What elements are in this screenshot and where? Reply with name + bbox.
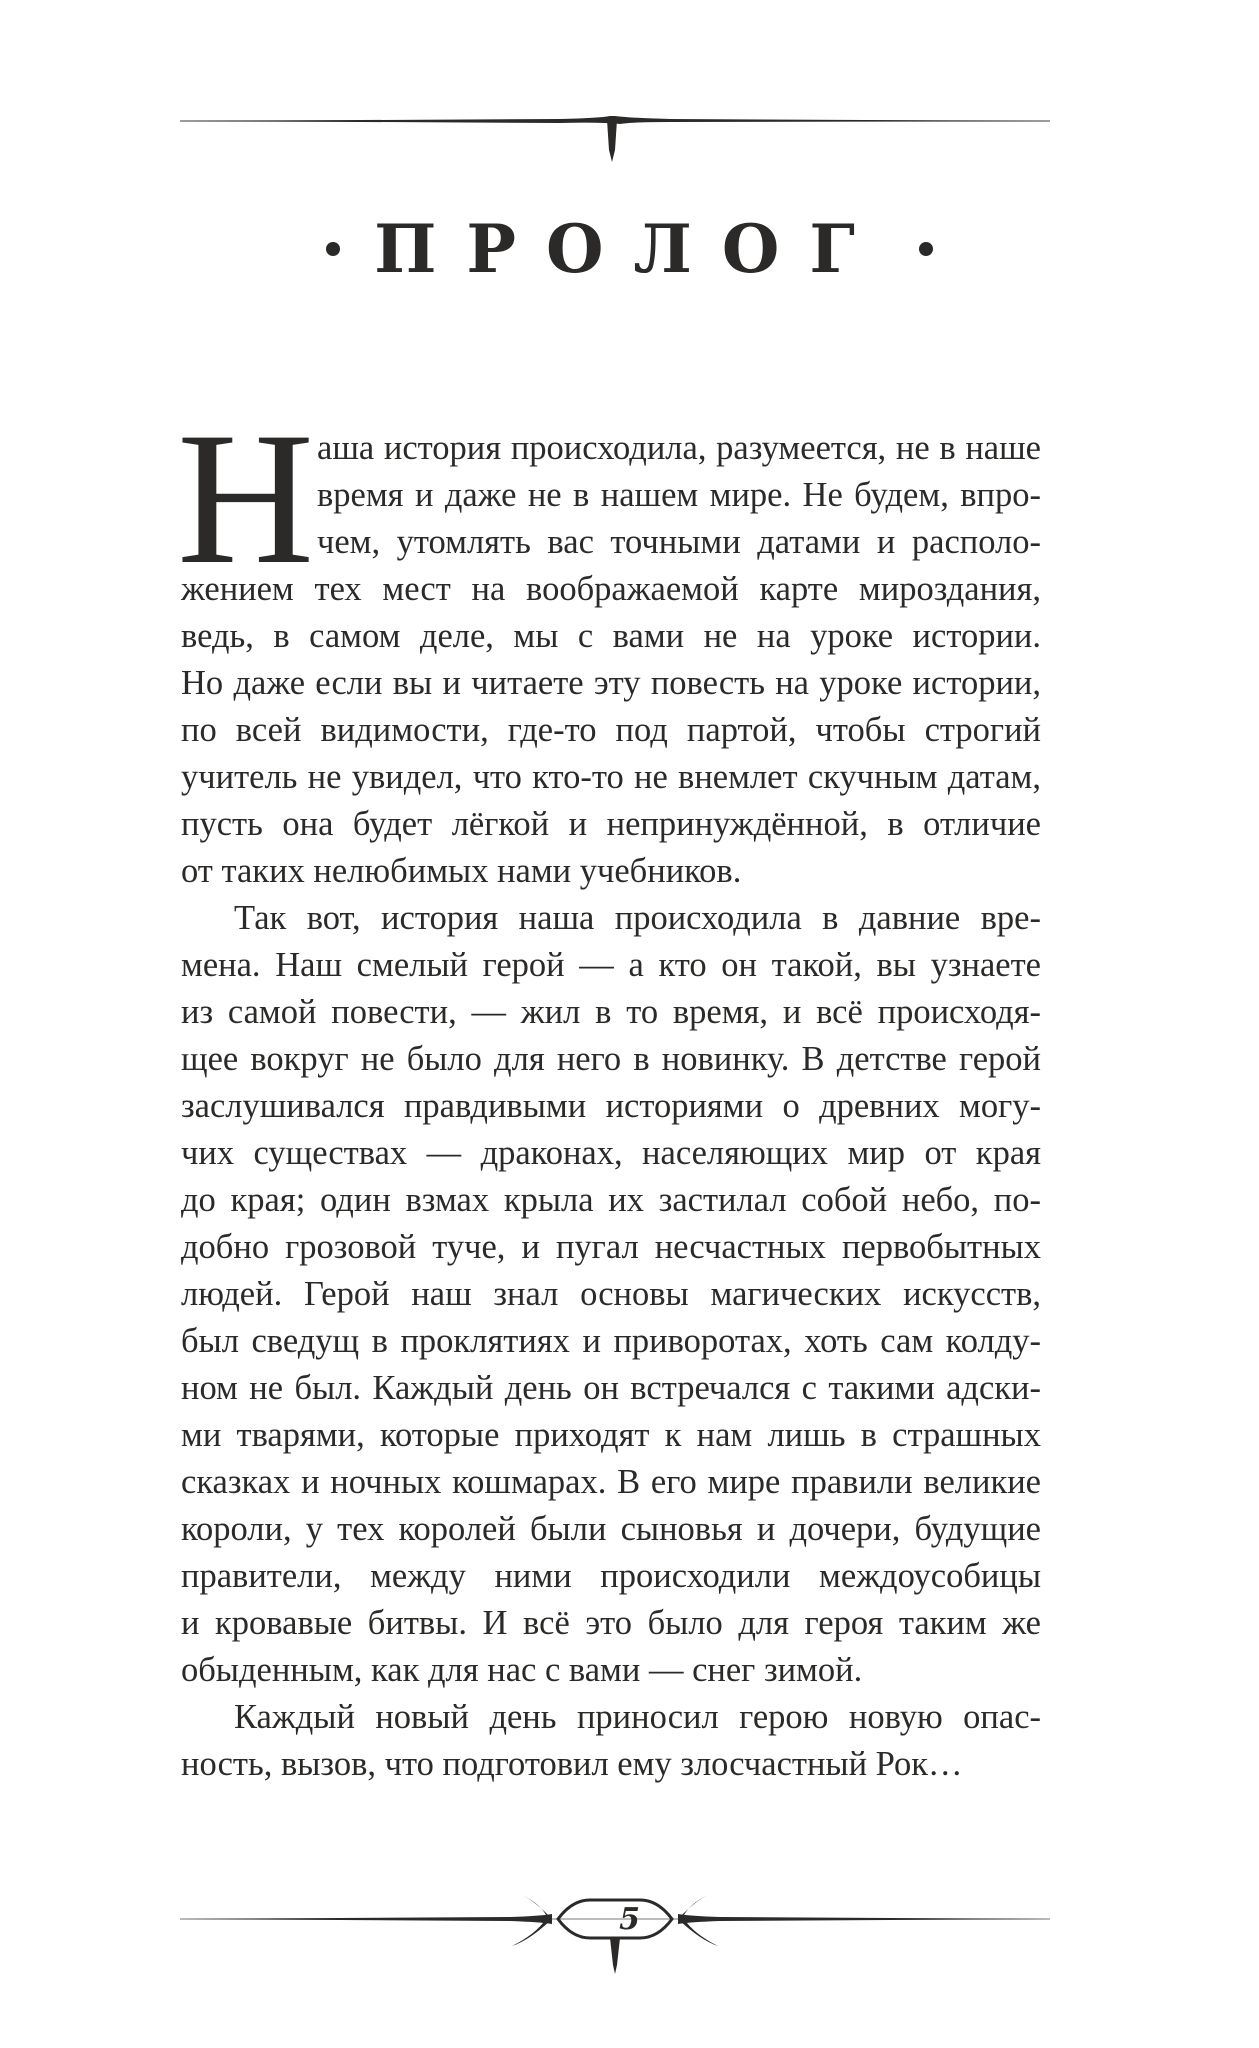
text-line: из самой повести, — жил в то время, и всё происходя- — [181, 993, 1041, 1031]
text-line: и кровавые битвы. И всё это было для героя таким же — [181, 1604, 1041, 1642]
text-line: ном не был. Каждый день он встречался с такими адски- — [181, 1369, 1041, 1407]
text-line: был сведущ в проклятиях и приворотах, хоть сам колду- — [181, 1322, 1041, 1360]
text-line: пусть она будет лёгкой и непринуждённой, в отличие — [181, 805, 1041, 843]
text-line: мена. Наш смелый герой — а кто он такой, вы узнаете — [181, 946, 1041, 984]
chapter-title — [0, 210, 1259, 288]
text-line: до края; один взмах крыла их застилал собой небо, по- — [181, 1181, 1041, 1219]
text-line: короли, у тех королей были сыновья и дочери, будущие — [181, 1510, 1041, 1548]
text-line: по всей видимости, где-то под партой, чтобы строгий — [181, 711, 1041, 749]
text-line: обыденным, как для нас с вами — снег зимой. — [181, 1651, 863, 1689]
text-line: сказках и ночных кошмарах. В его мире правили великие — [181, 1463, 1041, 1501]
body-text — [177, 394, 1041, 1788]
text-line: добно грозовой туче, и пугал несчастных первобытных — [181, 1228, 1041, 1266]
text-line: заслушивался правдивыми историями о древних могу- — [181, 1087, 1041, 1125]
text-line: ведь, в самом деле, мы с вами не на уроке истории. — [181, 617, 1041, 655]
text-line: жением тех мест на воображаемой карте мироздания, — [181, 570, 1041, 608]
text-line: правители, между ними происходили междоусобицы — [181, 1557, 1041, 1595]
text-line: людей. Герой наш знал основы магических искусств, — [181, 1275, 1041, 1313]
text-line: щее вокруг не было для него в новинку. В детстве герой — [181, 1040, 1041, 1078]
text-line: аша история происходила, разумеется, не в наше — [317, 429, 1041, 467]
text-line: от таких нелюбимых нами учебников. — [181, 852, 742, 890]
top-ornament-divider — [180, 110, 1050, 170]
text-line: Но даже если вы и читаете эту повесть на уроке истории, — [181, 664, 1041, 702]
title-dot-right-icon — [919, 242, 933, 256]
chapter-title-text: ПРОЛОГ — [374, 210, 885, 288]
title-dot-left-icon — [326, 242, 340, 256]
text-line: Так вот, история наша происходила в давние вре- — [234, 899, 1041, 937]
text-line: Каждый новый день приносил герою новую опас- — [234, 1698, 1041, 1736]
text-line: ность, вызов, что подготовил ему злосчастный Рок… — [181, 1745, 963, 1783]
page-number: 5 — [619, 1902, 640, 1937]
text-line: время и даже не в нашем мире. Не будем, впро- — [317, 476, 1041, 514]
drop-cap: Н — [177, 394, 315, 604]
text-line: учитель не увидел, что кто-то не внемлет скучным датам, — [181, 758, 1041, 796]
text-line: чих существах — драконах, населяющих мир от края — [181, 1134, 1041, 1172]
text-line: чем, утомлять вас точными датами и располо- — [317, 523, 1041, 561]
text-line: ми тварями, которые приходят к нам лишь в страшных — [181, 1416, 1041, 1454]
